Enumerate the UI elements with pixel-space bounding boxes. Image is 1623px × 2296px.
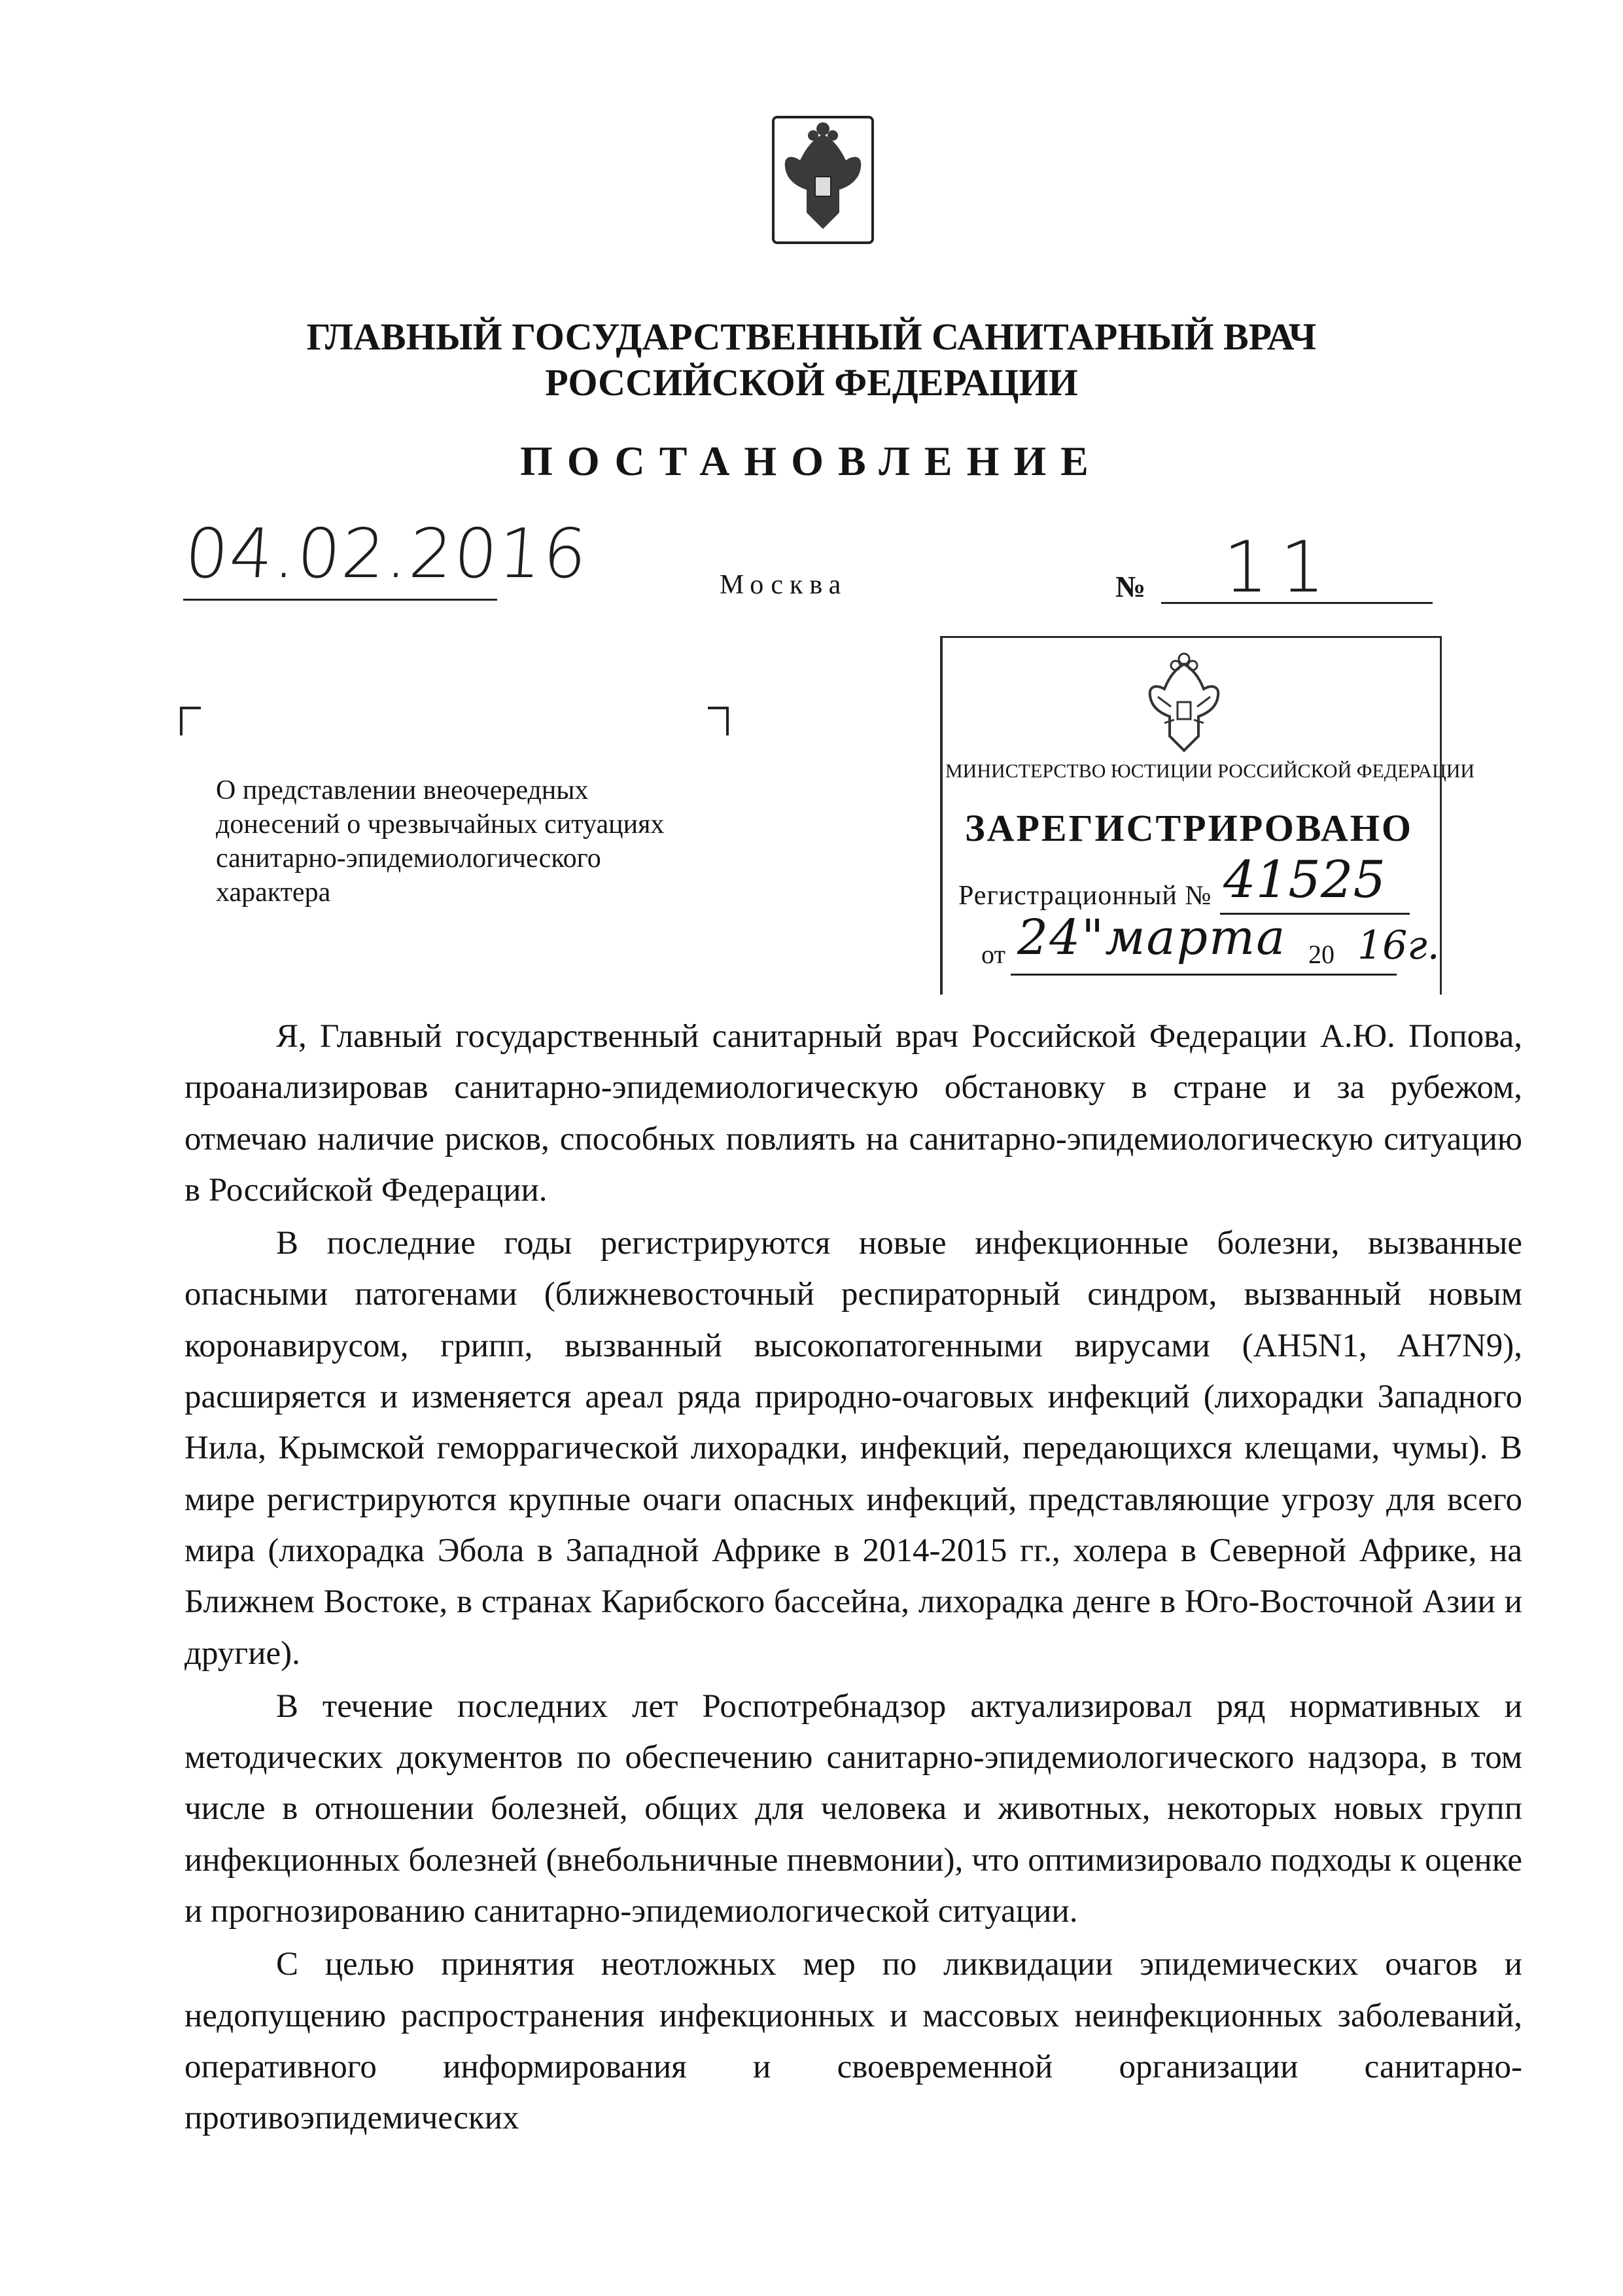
- number-label: №: [1115, 570, 1146, 603]
- document-subject: [216, 773, 713, 910]
- issuer-title-line2: РОССИЙСКОЙ ФЕДЕРАЦИИ: [545, 361, 1078, 404]
- document-body: [184, 1011, 1522, 2146]
- stamp-reg-number: 41525: [1223, 851, 1386, 910]
- stamp-reg-label: Регистрационный №: [958, 881, 1212, 911]
- date-underline: [183, 599, 497, 601]
- subject-line: санитарно-эпидемиологического: [216, 843, 601, 874]
- stamp-status: ЗАРЕГИСТРИРОВАНО: [964, 807, 1414, 849]
- body-paragraph: С целью принятия неотложных мер по ликвидации эпидемических очагов и недопущению распространения инфекционных и массовых неинфекционных заболеваний, оперативного информирования и своевременной организации санитарно-противоэпидемических: [184, 1946, 1522, 2137]
- issuer-title: [0, 314, 1623, 406]
- subject-line: донесений о чрезвычайных ситуациях: [216, 809, 665, 839]
- subject-bracket-left: [180, 707, 201, 735]
- stamp-date-underline: [1011, 974, 1397, 976]
- subject-bracket-right: [708, 707, 729, 735]
- issuer-title-line1: ГЛАВНЫЙ ГОСУДАРСТВЕННЫЙ САНИТАРНЫЙ ВРАЧ: [306, 315, 1317, 358]
- stamp-from-label: от: [981, 940, 1005, 969]
- document-number: 11: [1223, 527, 1337, 609]
- stamp-year-suffix: 16г.: [1357, 923, 1440, 968]
- stamp-reg-date: 24"марта: [1017, 910, 1287, 966]
- body-paragraph: В течение последних лет Роспотребнадзор актуализировал ряд нормативных и методических документов по обеспечению санитарно-эпидемиологического надзора, в том числе в отношении болезней, общих для человека и животных, некоторых новых групп инфекционных болезней (внебольничные пневмонии), что оптимизировало подходы к оценке и прогнозированию санитарно-эпидемиологической ситуации.: [184, 1687, 1522, 1930]
- body-paragraph: В последние годы регистрируются новые инфекционные болезни, вызванные опасными патогенами (ближневосточный респираторный синдром, вызванный новым коронавирусом, грипп, вызванный высокопатогенными вирусами (AH5N1, AH7N9), расширяется и изменяется ареал ряда природно-очаговых инфекций (лихорадки Западного Нила, Крымской геморрагической лихорадки, инфекций, передающихся клещами, чумы). В мире регистрируются крупные очаги опасных инфекций, представляющие угрозу для всего мира (лихорадка Эбола в Западной Африке в 2014-2015 гг., холера в Северной Африке, на Ближнем Востоке, в странах Карибского бассейна, лихорадка денге в Юго-Восточной Азии и другие).: [184, 1225, 1522, 1672]
- stamp-ministry: МИНИСТЕРСТВО ЮСТИЦИИ РОССИЙСКОЙ ФЕДЕРАЦИИ: [945, 760, 1475, 782]
- coat-of-arms-icon: [771, 115, 875, 245]
- document-type: ПОСТАНОВЛЕНИЕ: [520, 438, 1103, 484]
- stamp-year-prefix: 20: [1308, 940, 1335, 969]
- coat-of-arms-icon: [1138, 651, 1230, 762]
- body-paragraph: Я, Главный государственный санитарный врач Российской Федерации А.Ю. Попова, проанализировав санитарно-эпидемиологическую обстановку в стране и за рубежом, отмечаю наличие рисков, способных повлиять на санитарно-эпидемиологическую ситуацию в Российской Федерации.: [184, 1018, 1522, 1209]
- number-underline: [1161, 602, 1433, 604]
- document-city: Москва: [720, 570, 848, 600]
- subject-line: характера: [216, 877, 331, 908]
- subject-line: О представлении внеочередных: [216, 775, 589, 805]
- document-date: 04.02.2016: [182, 514, 591, 593]
